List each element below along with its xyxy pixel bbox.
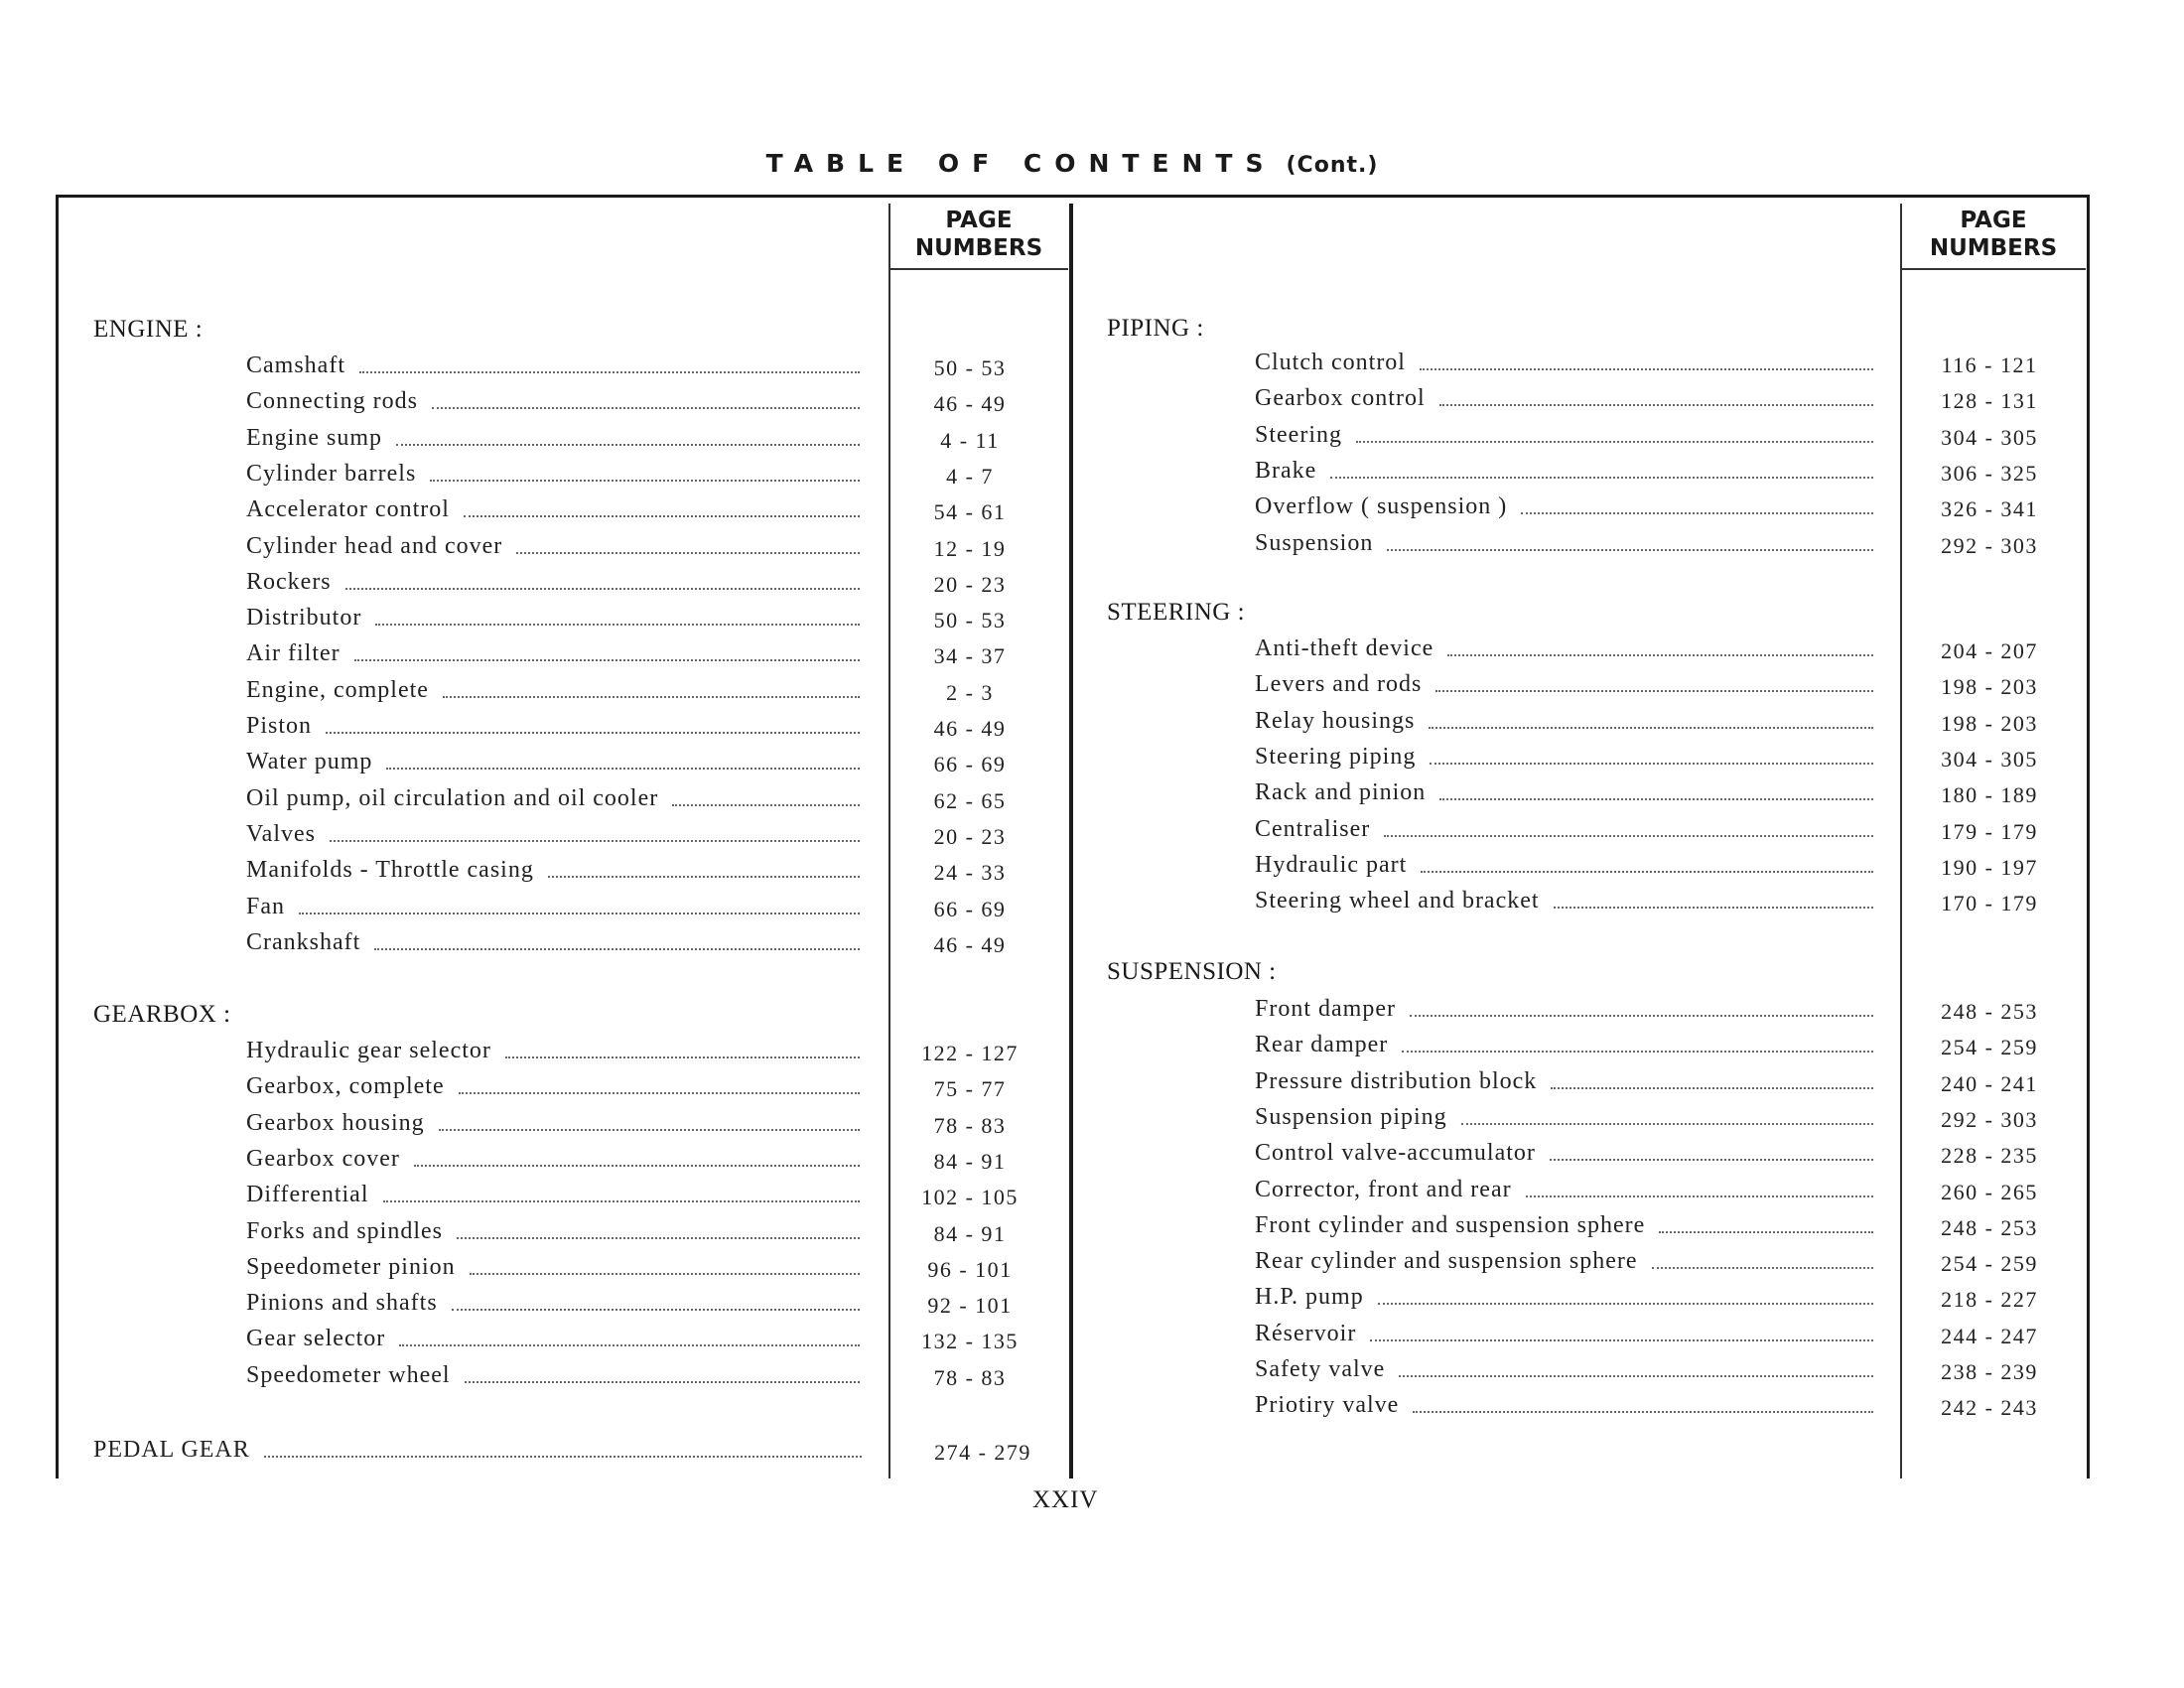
entry-pages: 66 - 69 [933,896,1007,921]
dot-leader [1430,763,1873,765]
toc-entry[interactable] [246,568,1007,599]
entry-label: Forks and spindles [246,1217,443,1244]
dot-leader [386,768,860,770]
entry-pages: 274 - 279 [934,1440,1031,1465]
dot-leader [326,732,860,734]
entry-pages: 326 - 341 [1941,496,2038,522]
entry-pages: 62 - 65 [933,787,1007,813]
entry-pages: 238 - 239 [1941,1359,2038,1384]
dot-leader [1387,549,1873,551]
header-line-1: PAGE [945,208,1013,233]
dot-leader [516,552,860,554]
dot-leader [1384,835,1873,837]
entry-pages: 170 - 179 [1941,891,2038,916]
toc-entry[interactable] [246,1109,1007,1140]
entry-label: Gearbox control [1255,385,1426,412]
entry-label: Levers and rods [1255,671,1423,698]
toc-entry[interactable] [1255,1140,2038,1170]
dot-leader [1410,1015,1873,1017]
dot-leader [452,1309,860,1311]
entry-pages: 46 - 49 [933,716,1007,741]
entry-label: Piston [246,713,313,739]
right-page-column-divider [1900,204,1902,1478]
entry-label: H.P. pump [1255,1284,1364,1311]
entry-pages: 244 - 247 [1941,1323,2038,1348]
entry-label: Front cylinder and suspension sphere [1255,1211,1646,1238]
toc-entry[interactable] [1255,1284,2038,1314]
dot-leader [443,696,860,698]
entry-pages: 198 - 203 [1941,674,2038,700]
dot-leader [399,1344,860,1346]
entry-label: Gearbox cover [246,1145,400,1172]
toc-entry[interactable] [246,1253,1013,1284]
entry-pages: 128 - 131 [1941,388,2038,414]
dot-leader [430,480,860,482]
dot-leader [1461,1123,1873,1125]
entry-pages: 46 - 49 [933,391,1007,417]
title-suffix: (Cont.) [1286,153,1379,178]
left-page-column-divider [888,204,890,1478]
entry-label: Rack and pinion [1255,779,1427,806]
toc-entry[interactable] [246,532,1007,563]
entry-pages: 54 - 61 [933,499,1007,525]
dot-leader [1435,690,1873,692]
entry-pages: 92 - 101 [927,1293,1013,1319]
toc-entry[interactable] [246,1326,1019,1355]
dot-leader [439,1129,860,1131]
page-number: XXIV [1032,1486,1099,1513]
dot-leader [1378,1303,1873,1305]
dot-leader [1551,1087,1873,1089]
toc-entry[interactable] [1255,996,2038,1026]
dot-leader [1447,654,1873,656]
frame-top-border [56,195,2090,198]
entry-label: Priotiry valve [1255,1392,1400,1419]
dot-leader [375,624,860,626]
entry-label: Speedometer pinion [246,1253,456,1280]
entry-pages: 4 - 7 [946,463,994,489]
entry-pages: 84 - 91 [933,1220,1007,1246]
entry-pages: 2 - 3 [946,679,994,705]
entry-label: Differential [246,1182,369,1208]
toc-entry[interactable] [1255,743,2038,774]
toc-entry[interactable] [246,713,1007,743]
entry-label: Cylinder barrels [246,460,417,487]
entry-pages: 292 - 303 [1941,1106,2038,1132]
dot-leader [1330,477,1873,479]
toc-entry[interactable] [246,460,994,491]
toc-entry[interactable] [1255,529,2038,560]
entry-label: Gear selector [246,1326,386,1352]
dot-leader [432,407,860,409]
entry-label: Centraliser [1255,815,1371,842]
entry-pages: 260 - 265 [1941,1179,2038,1204]
entry-pages: 122 - 127 [921,1041,1019,1065]
entry-label: Anti-theft device [1255,635,1434,661]
dot-leader [457,1237,860,1239]
section-heading-suspension: SUSPENSION : [1107,958,1277,985]
toc-entry[interactable] [246,1217,1007,1248]
entry-pages: 66 - 69 [933,752,1007,777]
entry-label: PEDAL GEAR [93,1437,250,1463]
toc-entry[interactable] [1255,635,2038,665]
entry-label: Steering [1255,421,1342,448]
right-page-numbers-header [1901,207,2086,270]
frame-right-border [2087,195,2090,1478]
entry-label: Rear cylinder and suspension sphere [1255,1248,1638,1275]
dot-leader [414,1165,860,1167]
toc-entry[interactable] [246,640,1007,670]
entry-label: Réservoir [1255,1320,1357,1346]
dot-leader [354,659,860,661]
dot-leader [548,876,860,878]
toc-entry[interactable] [246,388,1007,418]
dot-leader [464,515,860,517]
entry-label: Pinions and shafts [246,1290,438,1317]
dot-leader [1370,1339,1873,1341]
toc-entry-pedal-gear[interactable] [93,1437,1031,1467]
dot-leader [1550,1159,1873,1161]
entry-pages: 116 - 121 [1941,352,2038,377]
dot-leader [1399,1375,1873,1377]
title-text: TABLE OF CONTENTS [765,149,1277,178]
dot-leader [1439,798,1873,800]
dot-leader [1521,512,1873,514]
entry-pages: 218 - 227 [1941,1287,2038,1313]
entry-pages: 75 - 77 [933,1076,1007,1102]
entry-label: Air filter [246,640,341,667]
entry-pages: 242 - 243 [1941,1395,2038,1421]
dot-leader [1420,368,1873,370]
dot-leader [396,444,860,446]
header-line-1: PAGE [1960,208,2027,233]
entry-pages: 50 - 53 [933,355,1007,380]
toc-entry[interactable] [1255,1067,2038,1098]
toc-entry[interactable] [246,928,1007,959]
toc-entry[interactable] [246,676,994,707]
entry-label: Suspension [1255,529,1374,556]
toc-entry[interactable] [246,1145,1007,1176]
entry-label: Steering wheel and bracket [1255,888,1540,914]
toc-entry[interactable] [1255,1356,2038,1386]
entry-pages: 306 - 325 [1941,460,2038,486]
toc-entry[interactable] [246,605,1007,634]
toc-entry[interactable] [1255,385,2038,415]
toc-entry[interactable] [246,893,1007,923]
toc-entry[interactable] [246,352,1007,382]
toc-entry[interactable] [246,1073,1007,1103]
toc-entry[interactable] [246,784,1007,815]
dot-leader [383,1200,860,1202]
entry-label: Distributor [246,605,362,632]
dot-leader [299,913,860,914]
toc-entry[interactable] [1255,1211,2038,1242]
entry-pages: 50 - 53 [933,608,1007,633]
entry-pages: 190 - 197 [1941,854,2038,880]
entry-label: Brake [1255,457,1317,484]
dot-leader [1429,727,1873,729]
entry-pages: 248 - 253 [1941,999,2038,1024]
entry-label: Fan [246,893,285,919]
entry-pages: 20 - 23 [933,571,1007,597]
entry-label: Rear damper [1255,1032,1389,1058]
toc-entry[interactable] [1255,851,2038,882]
dot-leader [1356,441,1873,443]
entry-pages: 78 - 83 [933,1112,1007,1138]
entry-label: Suspension piping [1255,1103,1447,1130]
toc-entry[interactable] [1255,1176,2038,1206]
entry-label: Cylinder head and cover [246,532,503,559]
entry-label: Safety valve [1255,1356,1386,1382]
toc-entry[interactable] [246,820,1007,851]
dot-leader [1413,1411,1873,1413]
section-heading-steering: STEERING : [1107,599,1246,626]
entry-pages: 102 - 105 [921,1185,1019,1210]
entry-label: Manifolds - Throttle casing [246,857,534,884]
entry-pages: 84 - 91 [933,1148,1007,1174]
entry-pages: 24 - 33 [933,860,1007,886]
toc-entry[interactable] [246,1038,1019,1067]
toc-entry[interactable] [246,749,1007,778]
toc-entry[interactable] [1255,1392,2038,1422]
dot-leader [374,948,860,950]
dot-leader [330,840,860,842]
entry-pages: 204 - 207 [1941,638,2038,663]
entry-label: Hydraulic part [1255,851,1408,878]
entry-pages: 46 - 49 [933,931,1007,957]
entry-label: Engine sump [246,424,382,451]
left-page-numbers-header [889,207,1068,270]
entry-label: Accelerator control [246,496,450,523]
entry-label: Relay housings [1255,707,1416,734]
dot-leader [1402,1051,1873,1053]
entry-pages: 179 - 179 [1941,818,2038,844]
toc-entry[interactable] [1255,1320,2038,1350]
toc-entry[interactable] [1255,1032,2038,1061]
page-title [0,149,2144,178]
toc-entry[interactable] [1255,421,2038,452]
entry-label: Gearbox housing [246,1109,425,1136]
entry-pages: 12 - 19 [933,535,1007,561]
entry-label: Control valve-accumulator [1255,1140,1536,1167]
toc-entry[interactable] [246,857,1007,887]
entry-pages: 254 - 259 [1941,1251,2038,1277]
toc-entry[interactable] [1255,1103,2038,1134]
entry-pages: 292 - 303 [1941,532,2038,558]
entry-label: Water pump [246,749,373,775]
dot-leader [1439,404,1873,406]
toc-entry[interactable] [246,1182,1019,1211]
entry-label: Crankshaft [246,928,361,955]
toc-entry[interactable] [1255,1248,2038,1278]
entry-label: Connecting rods [246,388,418,415]
dot-leader [465,1381,860,1383]
dot-leader [470,1273,860,1275]
entry-pages: 240 - 241 [1941,1070,2038,1096]
dot-leader [359,371,860,373]
entry-pages: 198 - 203 [1941,710,2038,736]
dot-leader [459,1092,860,1094]
dot-leader [1526,1196,1873,1197]
entry-label: Valves [246,820,316,847]
entry-label: Oil pump, oil circulation and oil cooler [246,784,659,811]
toc-entry[interactable] [246,1290,1013,1320]
toc-entry[interactable] [1255,350,2038,379]
dot-leader [672,804,860,806]
section-heading-gearbox: GEARBOX : [93,1001,231,1028]
entry-pages: 228 - 235 [1941,1143,2038,1169]
toc-entry[interactable] [1255,707,2038,738]
entry-label: Clutch control [1255,350,1406,375]
entry-pages: 304 - 305 [1941,424,2038,450]
dot-leader [345,588,860,590]
header-line-2: NUMBERS [1929,235,2058,261]
toc-entry[interactable] [1255,779,2038,809]
entry-pages: 96 - 101 [927,1256,1013,1282]
toc-entry[interactable] [1255,457,2038,488]
section-heading-engine: ENGINE : [93,316,204,343]
entry-label: Camshaft [246,352,345,378]
entry-pages: 34 - 37 [933,643,1007,669]
toc-entry[interactable] [246,424,1000,455]
dot-leader [1659,1231,1873,1233]
entry-pages: 132 - 135 [921,1329,1019,1354]
entry-pages: 4 - 11 [940,427,1000,453]
entry-pages: 248 - 253 [1941,1214,2038,1240]
dot-leader [505,1056,860,1058]
entry-label: Overflow ( suspension ) [1255,493,1508,520]
entry-label: Hydraulic gear selector [246,1038,491,1063]
entry-label: Speedometer wheel [246,1361,451,1388]
entry-pages: 78 - 83 [933,1364,1007,1390]
entry-label: Engine, complete [246,676,429,703]
entry-label: Gearbox, complete [246,1073,445,1100]
dot-leader [1652,1267,1873,1269]
entry-pages: 180 - 189 [1941,782,2038,808]
toc-entry[interactable] [246,496,1007,526]
center-divider [1069,204,1073,1478]
header-line-2: NUMBERS [914,235,1043,261]
dot-leader [1421,871,1873,873]
toc-entry[interactable] [1255,815,2038,846]
entry-pages: 254 - 259 [1941,1035,2038,1060]
entry-label: Steering piping [1255,743,1417,770]
entry-pages: 20 - 23 [933,823,1007,849]
toc-entry[interactable] [1255,493,2038,523]
entry-label: Front damper [1255,996,1396,1022]
dot-leader [264,1456,862,1458]
frame-left-border [56,195,59,1478]
dot-leader [1554,907,1873,909]
entry-label: Corrector, front and rear [1255,1176,1512,1202]
toc-entry[interactable] [246,1361,1007,1392]
toc-entry[interactable] [1255,888,2038,917]
entry-pages: 304 - 305 [1941,746,2038,772]
entry-label: Rockers [246,568,332,595]
toc-entry[interactable] [1255,671,2038,701]
section-heading-piping: PIPING : [1107,315,1204,342]
entry-label: Pressure distribution block [1255,1067,1538,1094]
